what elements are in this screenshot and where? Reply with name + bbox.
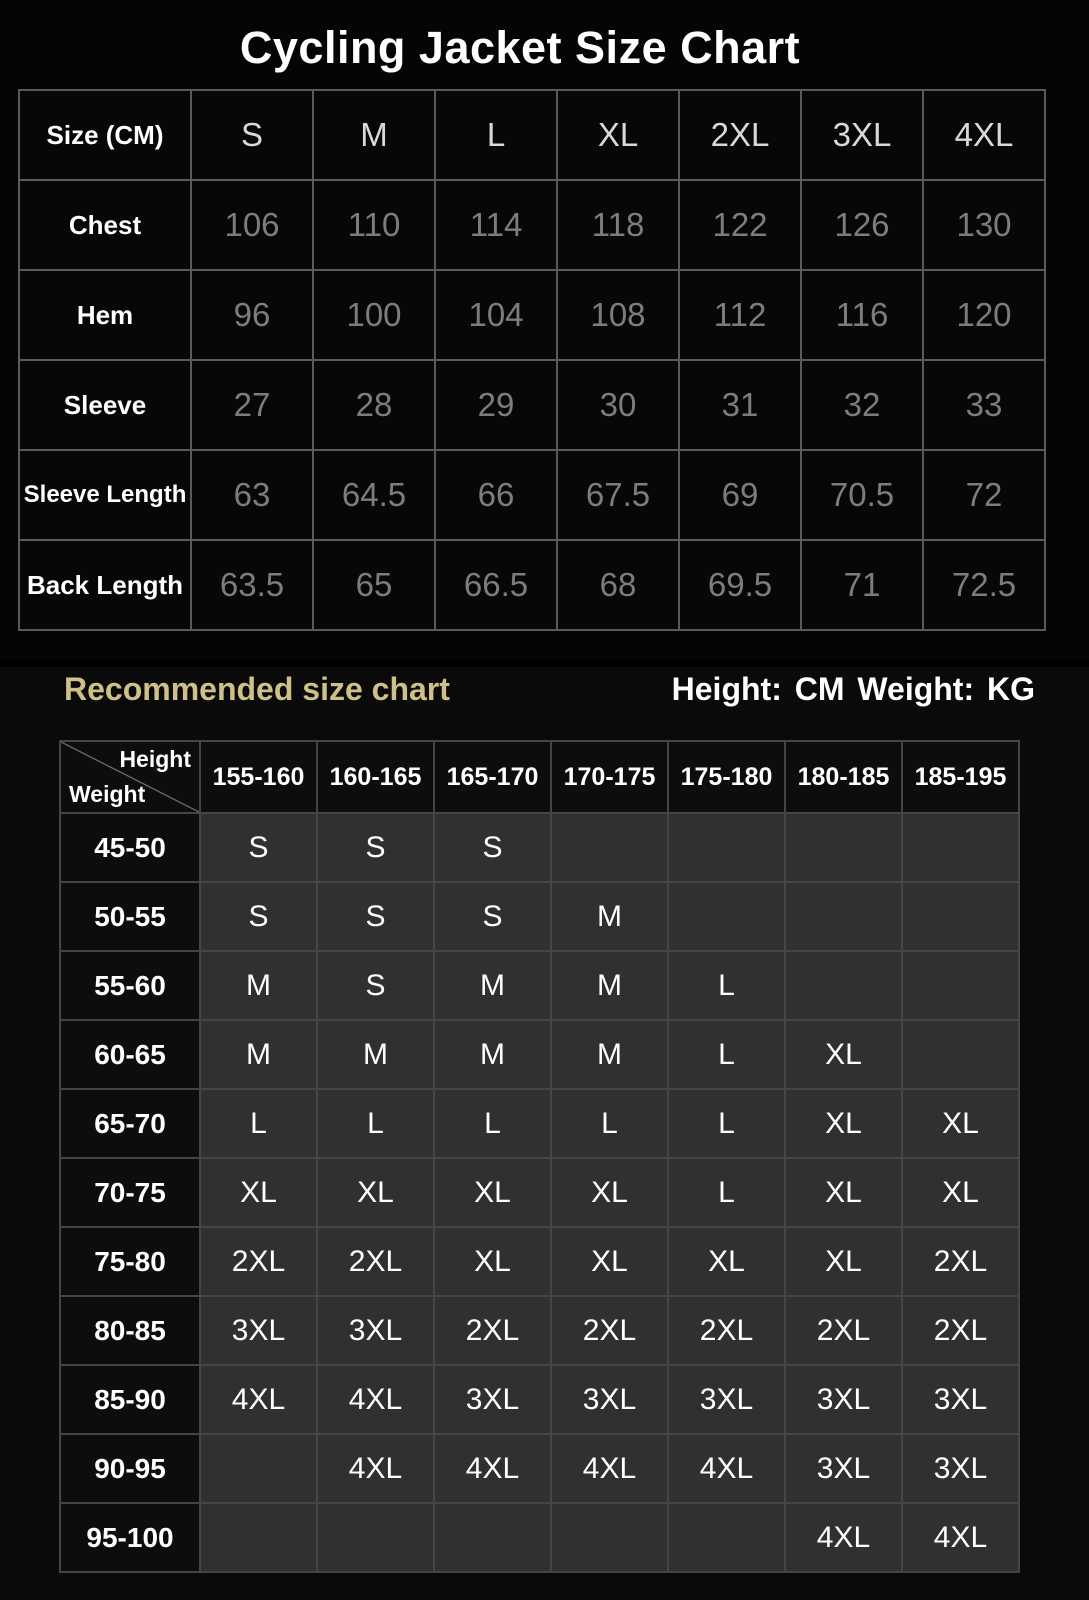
size-header-row bbox=[19, 90, 1045, 180]
recommended-size-cell: M bbox=[317, 1020, 434, 1089]
recommended-title: Recommended size chart bbox=[64, 671, 450, 707]
size-column-header: XL bbox=[557, 90, 679, 180]
weight-range-label: 55-60 bbox=[60, 951, 200, 1020]
recommended-size-cell: L bbox=[200, 1089, 317, 1158]
measure-value: 122 bbox=[679, 180, 801, 270]
recommended-size-cell: 2XL bbox=[785, 1296, 902, 1365]
size-column-header: 4XL bbox=[923, 90, 1045, 180]
weight-range-label: 95-100 bbox=[60, 1503, 200, 1572]
measure-value: 72 bbox=[923, 450, 1045, 540]
size-measure-row bbox=[19, 180, 1045, 270]
recommended-size-cell: L bbox=[668, 1158, 785, 1227]
weight-range-label: 75-80 bbox=[60, 1227, 200, 1296]
recommended-size-cell: S bbox=[317, 882, 434, 951]
size-measure-row bbox=[19, 360, 1045, 450]
recommended-size-cell: 2XL bbox=[200, 1227, 317, 1296]
measure-value: 31 bbox=[679, 360, 801, 450]
recommended-size-cell: L bbox=[668, 951, 785, 1020]
recommended-size-cell: 3XL bbox=[785, 1434, 902, 1503]
measure-value: 100 bbox=[313, 270, 435, 360]
recommended-size-cell: M bbox=[200, 951, 317, 1020]
recommended-size-cell bbox=[902, 813, 1019, 882]
recommended-size-cell: XL bbox=[785, 1020, 902, 1089]
measure-value: 33 bbox=[923, 360, 1045, 450]
measure-label: Hem bbox=[19, 270, 191, 360]
weight-row bbox=[60, 813, 1019, 882]
recommended-size-cell: L bbox=[434, 1089, 551, 1158]
recommended-size-cell bbox=[668, 813, 785, 882]
recommended-size-cell: 3XL bbox=[668, 1365, 785, 1434]
height-range-header: 175-180 bbox=[668, 741, 785, 813]
measure-value: 69.5 bbox=[679, 540, 801, 630]
recommended-size-cell: 2XL bbox=[551, 1296, 668, 1365]
recommended-size-cell bbox=[668, 882, 785, 951]
recommended-size-cell: XL bbox=[785, 1158, 902, 1227]
recommended-size-table bbox=[59, 740, 1020, 1573]
recommended-size-cell: S bbox=[434, 813, 551, 882]
recommended-size-cell: XL bbox=[785, 1089, 902, 1158]
recommended-size-cell bbox=[902, 882, 1019, 951]
recommended-size-cell bbox=[785, 882, 902, 951]
corner-cell bbox=[60, 741, 200, 813]
measure-value: 106 bbox=[191, 180, 313, 270]
recommended-size-cell: 3XL bbox=[902, 1365, 1019, 1434]
recommended-size-cell bbox=[902, 951, 1019, 1020]
size-column-header: 3XL bbox=[801, 90, 923, 180]
weight-range-label: 65-70 bbox=[60, 1089, 200, 1158]
recommended-size-cell bbox=[785, 951, 902, 1020]
recommended-size-cell: XL bbox=[785, 1227, 902, 1296]
recommended-size-cell: M bbox=[434, 951, 551, 1020]
weight-range-label: 50-55 bbox=[60, 882, 200, 951]
measure-value: 130 bbox=[923, 180, 1045, 270]
recommended-size-cell: 4XL bbox=[668, 1434, 785, 1503]
recommended-size-cell: 3XL bbox=[902, 1434, 1019, 1503]
measure-value: 29 bbox=[435, 360, 557, 450]
corner-weight-label: Weight bbox=[69, 781, 146, 807]
recommended-size-cell: 3XL bbox=[434, 1365, 551, 1434]
recommended-size-cell bbox=[551, 1503, 668, 1572]
recommended-size-cell: 4XL bbox=[902, 1503, 1019, 1572]
weight-row bbox=[60, 1020, 1019, 1089]
recommended-size-cell: 3XL bbox=[200, 1296, 317, 1365]
measure-value: 118 bbox=[557, 180, 679, 270]
recommended-size-cell bbox=[434, 1503, 551, 1572]
height-range-header: 180-185 bbox=[785, 741, 902, 813]
measure-value: 126 bbox=[801, 180, 923, 270]
size-measure-row bbox=[19, 540, 1045, 630]
height-header-row bbox=[60, 741, 1019, 813]
recommended-size-cell: 4XL bbox=[317, 1434, 434, 1503]
chart-title: Cycling Jacket Size Chart bbox=[239, 22, 801, 73]
recommended-size-cell: M bbox=[434, 1020, 551, 1089]
recommended-size-cell: 2XL bbox=[434, 1296, 551, 1365]
recommended-size-cell: S bbox=[200, 813, 317, 882]
corner-height-label: Height bbox=[119, 746, 191, 772]
recommended-size-cell: L bbox=[668, 1020, 785, 1089]
height-range-header: 165-170 bbox=[434, 741, 551, 813]
measure-label: Back Length bbox=[19, 540, 191, 630]
recommended-size-cell: L bbox=[551, 1089, 668, 1158]
measure-value: 66 bbox=[435, 450, 557, 540]
measure-value: 114 bbox=[435, 180, 557, 270]
recommended-size-cell: 4XL bbox=[200, 1365, 317, 1434]
weight-range-label: 60-65 bbox=[60, 1020, 200, 1089]
measure-value: 71 bbox=[801, 540, 923, 630]
measure-value: 72.5 bbox=[923, 540, 1045, 630]
measure-value: 96 bbox=[191, 270, 313, 360]
recommended-size-cell: XL bbox=[902, 1158, 1019, 1227]
measure-value: 110 bbox=[313, 180, 435, 270]
recommended-size-cell: XL bbox=[317, 1158, 434, 1227]
weight-row bbox=[60, 1089, 1019, 1158]
recommended-size-cell: S bbox=[317, 951, 434, 1020]
corner-diagonal bbox=[61, 742, 199, 812]
recommended-size-cell: XL bbox=[200, 1158, 317, 1227]
measure-value: 32 bbox=[801, 360, 923, 450]
weight-row bbox=[60, 1434, 1019, 1503]
size-measure-row bbox=[19, 450, 1045, 540]
size-column-header: L bbox=[435, 90, 557, 180]
measure-value: 27 bbox=[191, 360, 313, 450]
measure-value: 70.5 bbox=[801, 450, 923, 540]
size-chart-table bbox=[18, 89, 1046, 631]
recommended-size-cell: XL bbox=[434, 1158, 551, 1227]
weight-row bbox=[60, 882, 1019, 951]
measure-value: 108 bbox=[557, 270, 679, 360]
weight-row bbox=[60, 1503, 1019, 1572]
weight-range-label: 85-90 bbox=[60, 1365, 200, 1434]
measure-value: 68 bbox=[557, 540, 679, 630]
recommended-size-cell: XL bbox=[902, 1089, 1019, 1158]
recommended-size-cell: S bbox=[200, 882, 317, 951]
height-range-header: 185-195 bbox=[902, 741, 1019, 813]
recommended-size-cell: 3XL bbox=[551, 1365, 668, 1434]
recommended-size-cell: M bbox=[551, 882, 668, 951]
size-column-header: M bbox=[313, 90, 435, 180]
recommended-size-cell: XL bbox=[551, 1158, 668, 1227]
weight-range-label: 45-50 bbox=[60, 813, 200, 882]
weight-range-label: 90-95 bbox=[60, 1434, 200, 1503]
height-range-header: 170-175 bbox=[551, 741, 668, 813]
recommended-size-cell: 4XL bbox=[551, 1434, 668, 1503]
recommended-size-cell: M bbox=[551, 1020, 668, 1089]
recommended-size-cell: 4XL bbox=[434, 1434, 551, 1503]
recommended-size-cell bbox=[317, 1503, 434, 1572]
recommended-size-cell: L bbox=[317, 1089, 434, 1158]
measure-label: Chest bbox=[19, 180, 191, 270]
recommended-size-cell: 3XL bbox=[317, 1296, 434, 1365]
recommended-size-cell: 4XL bbox=[785, 1503, 902, 1572]
measure-value: 30 bbox=[557, 360, 679, 450]
recommended-size-cell bbox=[200, 1503, 317, 1572]
units-label: Height: CM Weight: KG bbox=[671, 671, 1035, 707]
weight-row bbox=[60, 1296, 1019, 1365]
recommended-size-cell bbox=[785, 813, 902, 882]
height-range-header: 155-160 bbox=[200, 741, 317, 813]
recommended-size-cell bbox=[902, 1020, 1019, 1089]
recommended-size-cell: L bbox=[668, 1089, 785, 1158]
recommended-size-cell: XL bbox=[551, 1227, 668, 1296]
measure-value: 65 bbox=[313, 540, 435, 630]
measure-label: Sleeve bbox=[19, 360, 191, 450]
measure-value: 67.5 bbox=[557, 450, 679, 540]
size-column-header: S bbox=[191, 90, 313, 180]
recommended-size-cell: 3XL bbox=[785, 1365, 902, 1434]
weight-row bbox=[60, 1158, 1019, 1227]
recommended-size-section bbox=[0, 667, 1089, 1600]
recommended-size-cell: M bbox=[551, 951, 668, 1020]
recommended-size-cell: 4XL bbox=[317, 1365, 434, 1434]
measure-value: 63.5 bbox=[191, 540, 313, 630]
weight-row bbox=[60, 1365, 1019, 1434]
weight-row bbox=[60, 951, 1019, 1020]
size-measure-row bbox=[19, 270, 1045, 360]
recommended-size-cell: XL bbox=[668, 1227, 785, 1296]
measure-value: 28 bbox=[313, 360, 435, 450]
recommended-size-cell: M bbox=[200, 1020, 317, 1089]
recommended-size-cell: S bbox=[434, 882, 551, 951]
measure-value: 64.5 bbox=[313, 450, 435, 540]
recommended-size-cell bbox=[551, 813, 668, 882]
size-column-header: 2XL bbox=[679, 90, 801, 180]
weight-range-label: 80-85 bbox=[60, 1296, 200, 1365]
measure-value: 104 bbox=[435, 270, 557, 360]
weight-row bbox=[60, 1227, 1019, 1296]
recommended-size-cell: 2XL bbox=[902, 1227, 1019, 1296]
weight-range-label: 70-75 bbox=[60, 1158, 200, 1227]
measure-value: 116 bbox=[801, 270, 923, 360]
recommended-size-cell: XL bbox=[434, 1227, 551, 1296]
measure-label: Sleeve Length bbox=[19, 450, 191, 540]
measure-value: 69 bbox=[679, 450, 801, 540]
recommended-size-cell: 2XL bbox=[902, 1296, 1019, 1365]
recommended-size-cell: 2XL bbox=[668, 1296, 785, 1365]
size-chart-section bbox=[0, 0, 1089, 660]
measure-value: 120 bbox=[923, 270, 1045, 360]
measure-value: 66.5 bbox=[435, 540, 557, 630]
recommended-size-cell: S bbox=[317, 813, 434, 882]
size-header-label: Size (CM) bbox=[19, 90, 191, 180]
recommended-size-cell bbox=[668, 1503, 785, 1572]
height-range-header: 160-165 bbox=[317, 741, 434, 813]
measure-value: 112 bbox=[679, 270, 801, 360]
recommended-size-cell: 2XL bbox=[317, 1227, 434, 1296]
measure-value: 63 bbox=[191, 450, 313, 540]
recommended-size-cell bbox=[200, 1434, 317, 1503]
